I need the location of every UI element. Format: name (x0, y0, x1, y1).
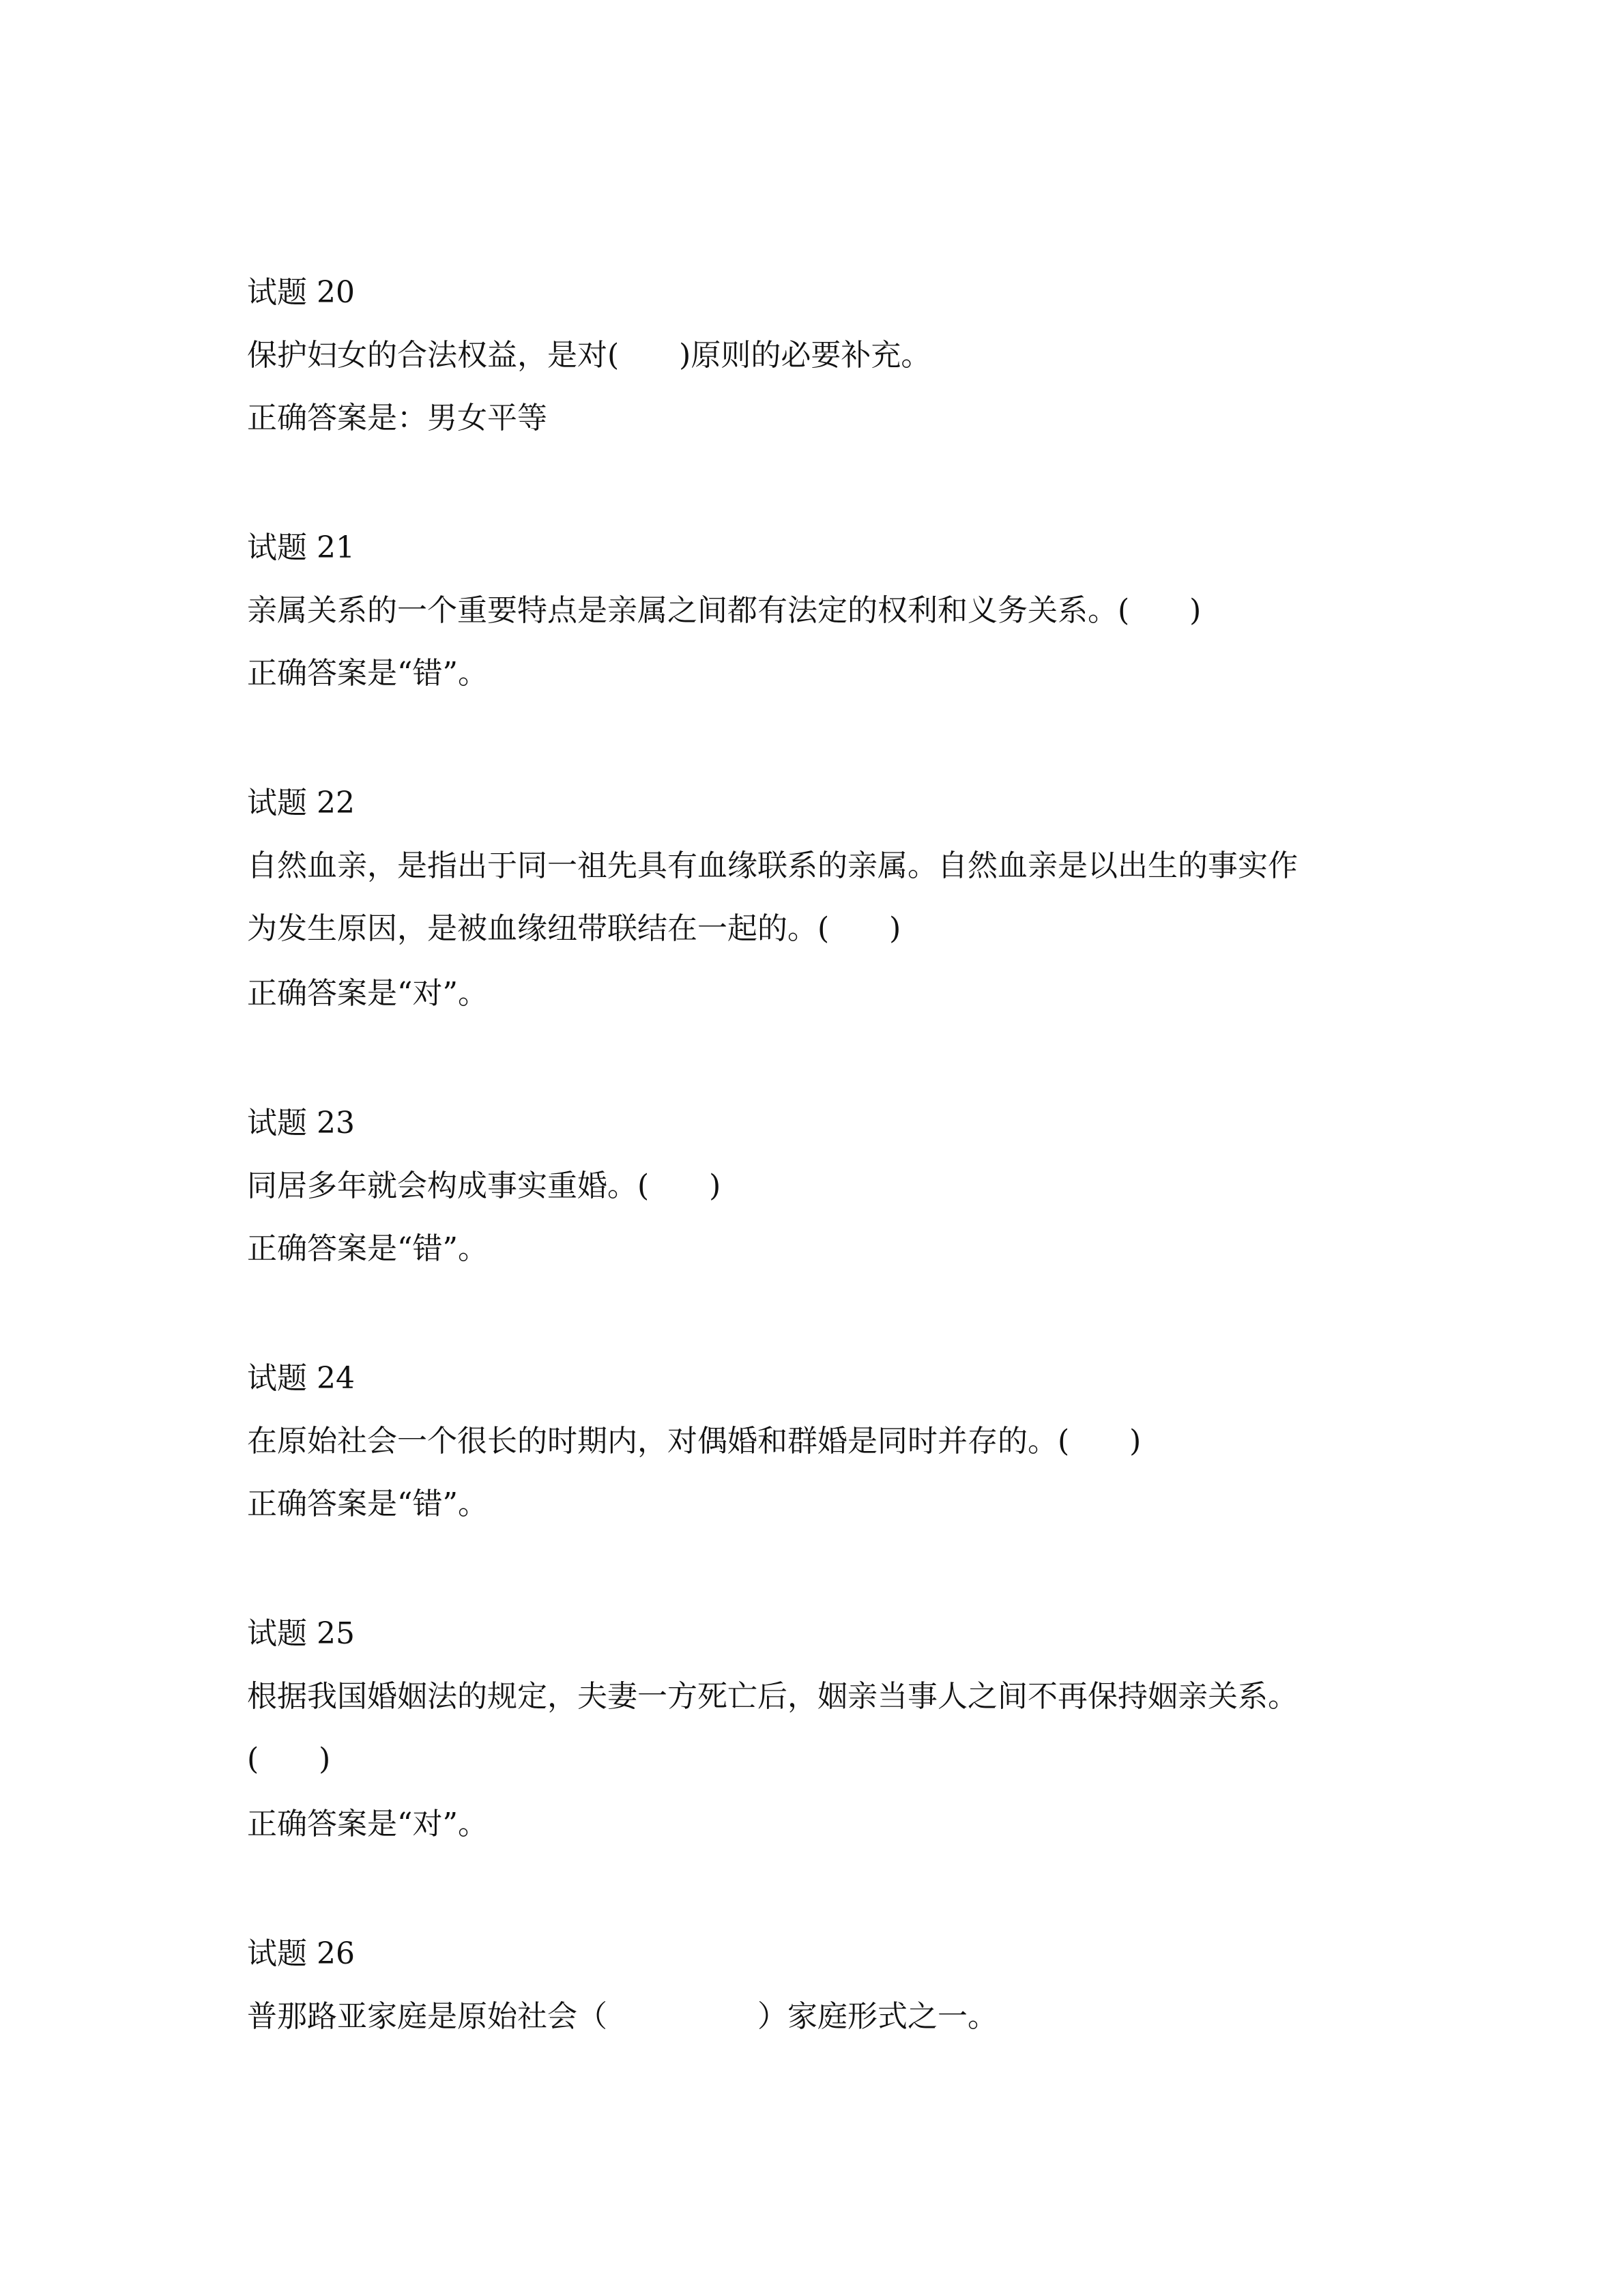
question-21-title: 试题 21 (247, 530, 355, 565)
question-22-text-line-2: 为发生原因，是被血缘纽带联结在一起的。( ) (247, 911, 901, 946)
question-26-title: 试题 26 (247, 1936, 355, 1971)
question-21-answer: 正确答案是“错”。 (247, 656, 488, 691)
question-24-answer: 正确答案是“错”。 (247, 1487, 488, 1521)
question-23-title: 试题 23 (247, 1106, 355, 1140)
question-25-title: 试题 25 (247, 1616, 355, 1651)
question-23-text: 同居多年就会构成事实重婚。( ) (247, 1168, 721, 1203)
question-21-text: 亲属关系的一个重要特点是亲属之间都有法定的权利和义务关系。( ) (247, 593, 1202, 628)
question-20-text: 保护妇女的合法权益，是对( )原则的必要补充。 (247, 338, 931, 373)
question-20-answer: 正确答案是：男女平等 (247, 401, 547, 435)
question-25-text-line-2: ( ) (247, 1742, 331, 1777)
question-20-title: 试题 20 (247, 275, 355, 310)
question-24-text: 在原始社会一个很长的时期内，对偶婚和群婚是同时并存的。( ) (247, 1424, 1142, 1459)
question-24-title: 试题 24 (247, 1361, 355, 1396)
question-23-answer: 正确答案是“错”。 (247, 1231, 488, 1266)
question-22-text-line-1: 自然血亲，是指出于同一祖先具有血缘联系的亲属。自然血亲是以出生的事实作 (247, 848, 1298, 883)
question-22-title: 试题 22 (247, 786, 355, 820)
question-25-answer: 正确答案是“对”。 (247, 1807, 488, 1841)
question-25-text-line-1: 根据我国婚姻法的规定，夫妻一方死亡后，姻亲当事人之间不再保持姻亲关系。 (247, 1679, 1298, 1714)
question-22-answer: 正确答案是“对”。 (247, 976, 488, 1011)
question-26-text: 普那路亚家庭是原始社会（ ）家庭形式之一。 (247, 1999, 998, 2034)
